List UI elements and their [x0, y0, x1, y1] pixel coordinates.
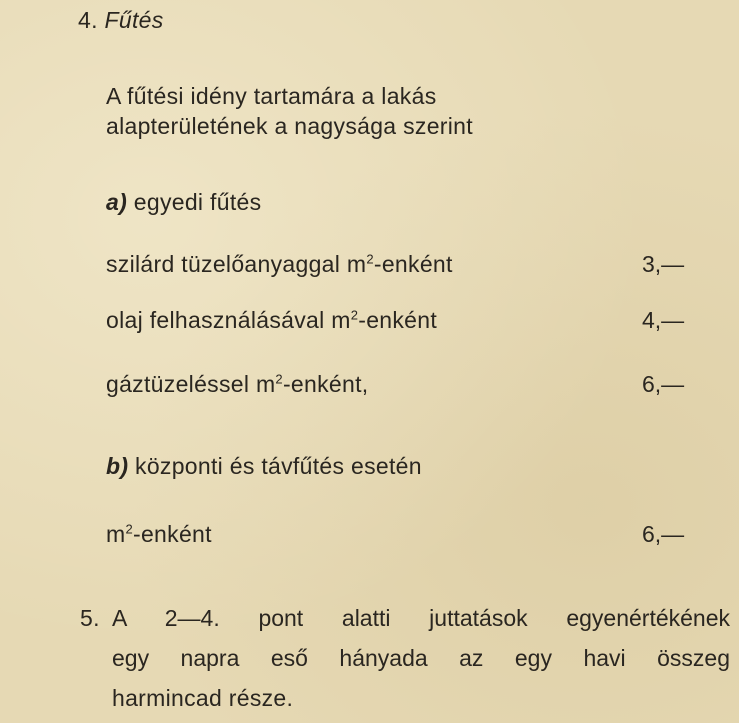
sub-a-label: egyedi fűtés — [133, 189, 262, 215]
heating-row-central — [106, 520, 212, 548]
sub-b-label: központi és távfűtés esetén — [135, 453, 422, 479]
heating-row-solid-fuel — [106, 250, 453, 278]
section-4-number: 4. — [78, 7, 98, 33]
heating-value-central: 6,— — [642, 521, 685, 547]
section-4-heading — [78, 6, 164, 34]
row-sup: 2 — [275, 371, 283, 387]
row-text: m — [106, 521, 126, 547]
section-5-line-1: A 2—4. pont alatti juttatások egyenértékének — [112, 605, 730, 631]
row-sup: 2 — [350, 307, 359, 323]
sub-b-heading — [106, 452, 422, 480]
row-sup: 2 — [366, 251, 374, 267]
row-suffix: -enként — [133, 521, 212, 547]
row-text: olaj felhasználásával m — [106, 307, 351, 333]
row-text: szilárd tüzelőanyaggal m — [106, 251, 367, 277]
row-suffix: -enként — [373, 251, 453, 277]
section-5-line-2: egy napra eső hányada az egy havi összeg — [112, 645, 730, 671]
heating-row-gas — [106, 370, 368, 398]
sub-b-marker: b) — [106, 453, 129, 479]
heating-value-gas: 6,— — [642, 371, 685, 397]
heating-value-solid-fuel: 3,— — [642, 251, 685, 277]
row-sup: 2 — [125, 521, 133, 537]
sub-a-marker: a) — [106, 189, 128, 215]
section-5-number: 5. — [80, 605, 100, 631]
row-suffix: -enként, — [282, 371, 369, 397]
section-4-title: Fűtés — [104, 7, 164, 33]
section-4-intro-line-1: A fűtési idény tartamára a lakás — [106, 83, 437, 109]
row-suffix: -enként — [358, 307, 438, 333]
section-4-intro-line-2: alapterületének a nagysága szerint — [106, 113, 473, 139]
section-5-line-3: harmincad része. — [112, 685, 294, 711]
heating-row-oil — [106, 306, 437, 334]
heating-value-oil: 4,— — [642, 307, 685, 333]
sub-a-heading — [106, 188, 261, 216]
row-text: gáztüzeléssel m — [106, 371, 276, 397]
